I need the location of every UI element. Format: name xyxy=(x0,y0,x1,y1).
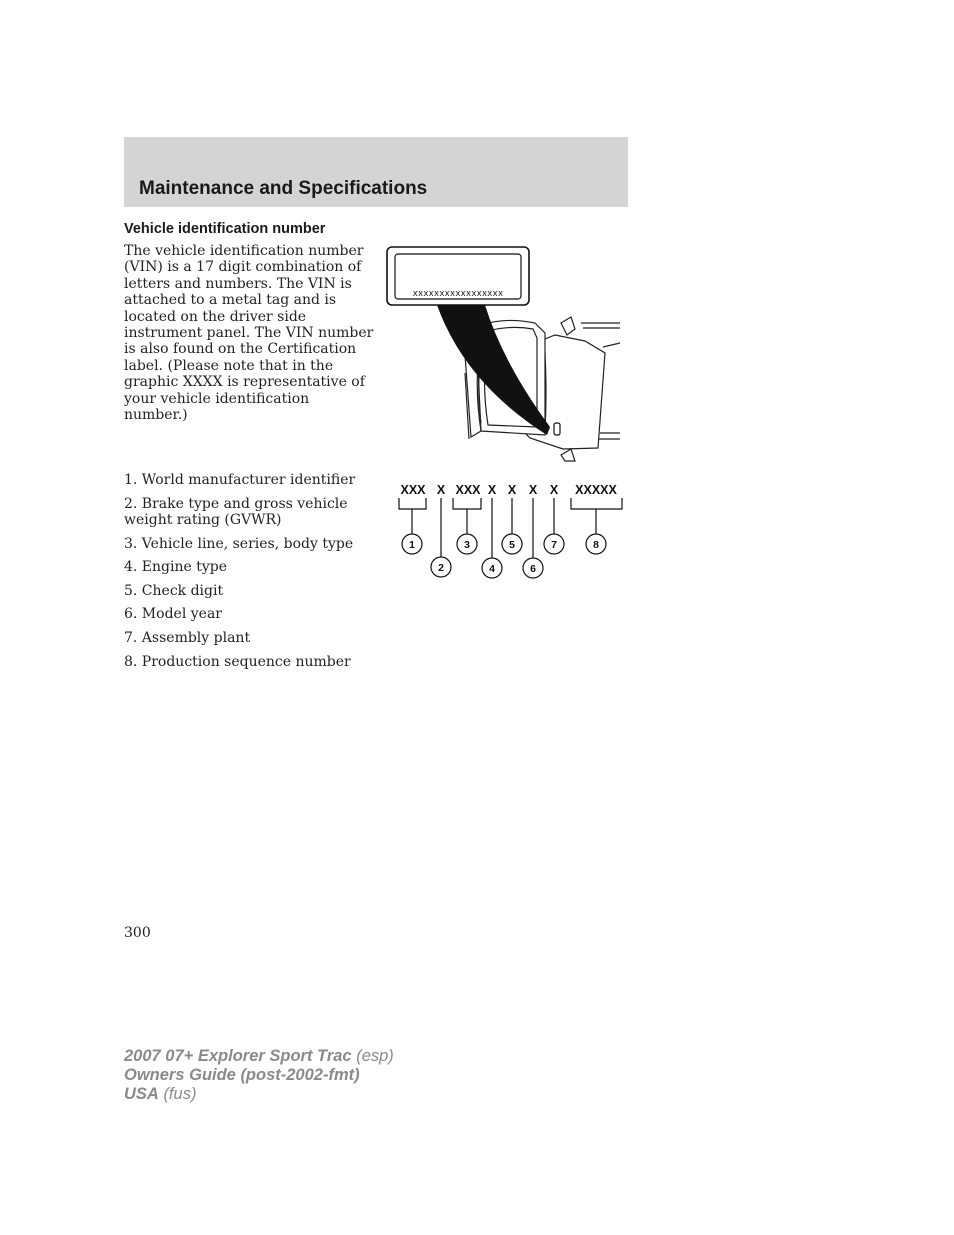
vin-group-2: X xyxy=(436,483,446,497)
legend-item: 4. Engine type xyxy=(124,559,228,576)
callout-6: 6 xyxy=(530,563,536,575)
vin-group-7: X xyxy=(549,483,559,497)
footer-market: USA xyxy=(124,1085,159,1103)
vin-group-4: X xyxy=(487,483,497,497)
vin-description xyxy=(124,243,374,423)
vin-group-6: X xyxy=(528,483,538,497)
legend-item: 5. Check digit xyxy=(124,582,224,599)
vin-group-3: XXX xyxy=(455,483,481,497)
callout-5: 5 xyxy=(509,539,515,551)
footer-market-code: (fus) xyxy=(163,1085,197,1103)
footer-model: 2007 07+ Explorer Sport Trac xyxy=(124,1047,352,1065)
body-line: The vehicle identification number xyxy=(124,243,364,259)
body-line: graphic XXXX is representative of xyxy=(124,374,365,391)
page-number: 300 xyxy=(124,925,151,941)
callout-8: 8 xyxy=(593,539,599,551)
section-title: Vehicle identification number xyxy=(124,221,326,237)
callout-4: 4 xyxy=(489,563,495,575)
body-line: your vehicle identification number.) xyxy=(124,390,310,424)
callout-1: 1 xyxy=(409,539,415,551)
vin-group-5: X xyxy=(507,483,517,497)
page-title: Maintenance and Specifications xyxy=(139,178,428,199)
body-line: letters and numbers. The VIN is xyxy=(124,275,352,292)
callout-7: 7 xyxy=(551,539,557,551)
body-line: label. (Please note that in the xyxy=(124,357,334,374)
legend-item: 6. Model year xyxy=(124,606,222,623)
body-line: located on the driver side xyxy=(124,308,307,325)
legend-item: 2. Brake type and gross vehicle weight rating (GVWR) xyxy=(124,495,348,528)
legend-item: 7. Assembly plant xyxy=(124,629,251,646)
vin-breakdown-diagram xyxy=(393,478,633,588)
vin-location-illustration xyxy=(385,243,625,463)
footer-line-3 xyxy=(124,1085,394,1104)
callout-3: 3 xyxy=(464,539,470,551)
footer-line-2: Owners Guide (post-2002-fmt) xyxy=(124,1066,360,1084)
footer-line-1 xyxy=(124,1047,394,1066)
legend-item: 8. Production sequence number xyxy=(124,653,351,670)
body-line: instrument panel. The VIN number xyxy=(124,325,374,342)
document-footer xyxy=(124,1047,394,1104)
footer-model-code: (esp) xyxy=(356,1047,394,1065)
body-line: is also found on the Certification xyxy=(124,341,357,358)
vin-group-1: XXX xyxy=(400,483,426,497)
vin-group-8: XXXXX xyxy=(575,483,617,497)
body-line: (VIN) is a 17 digit combination of xyxy=(124,259,362,276)
legend-item: 3. Vehicle line, series, body type xyxy=(124,535,354,552)
vin-tag-text: xxxxxxxxxxxxxxxxx xyxy=(412,289,504,299)
legend-item: 1. World manufacturer identifier xyxy=(124,472,356,488)
callout-2: 2 xyxy=(438,562,444,574)
callout-circles xyxy=(402,534,606,578)
vin-legend xyxy=(124,472,374,677)
body-line: attached to a metal tag and is xyxy=(124,292,337,309)
vin-tag-marker xyxy=(554,423,560,435)
